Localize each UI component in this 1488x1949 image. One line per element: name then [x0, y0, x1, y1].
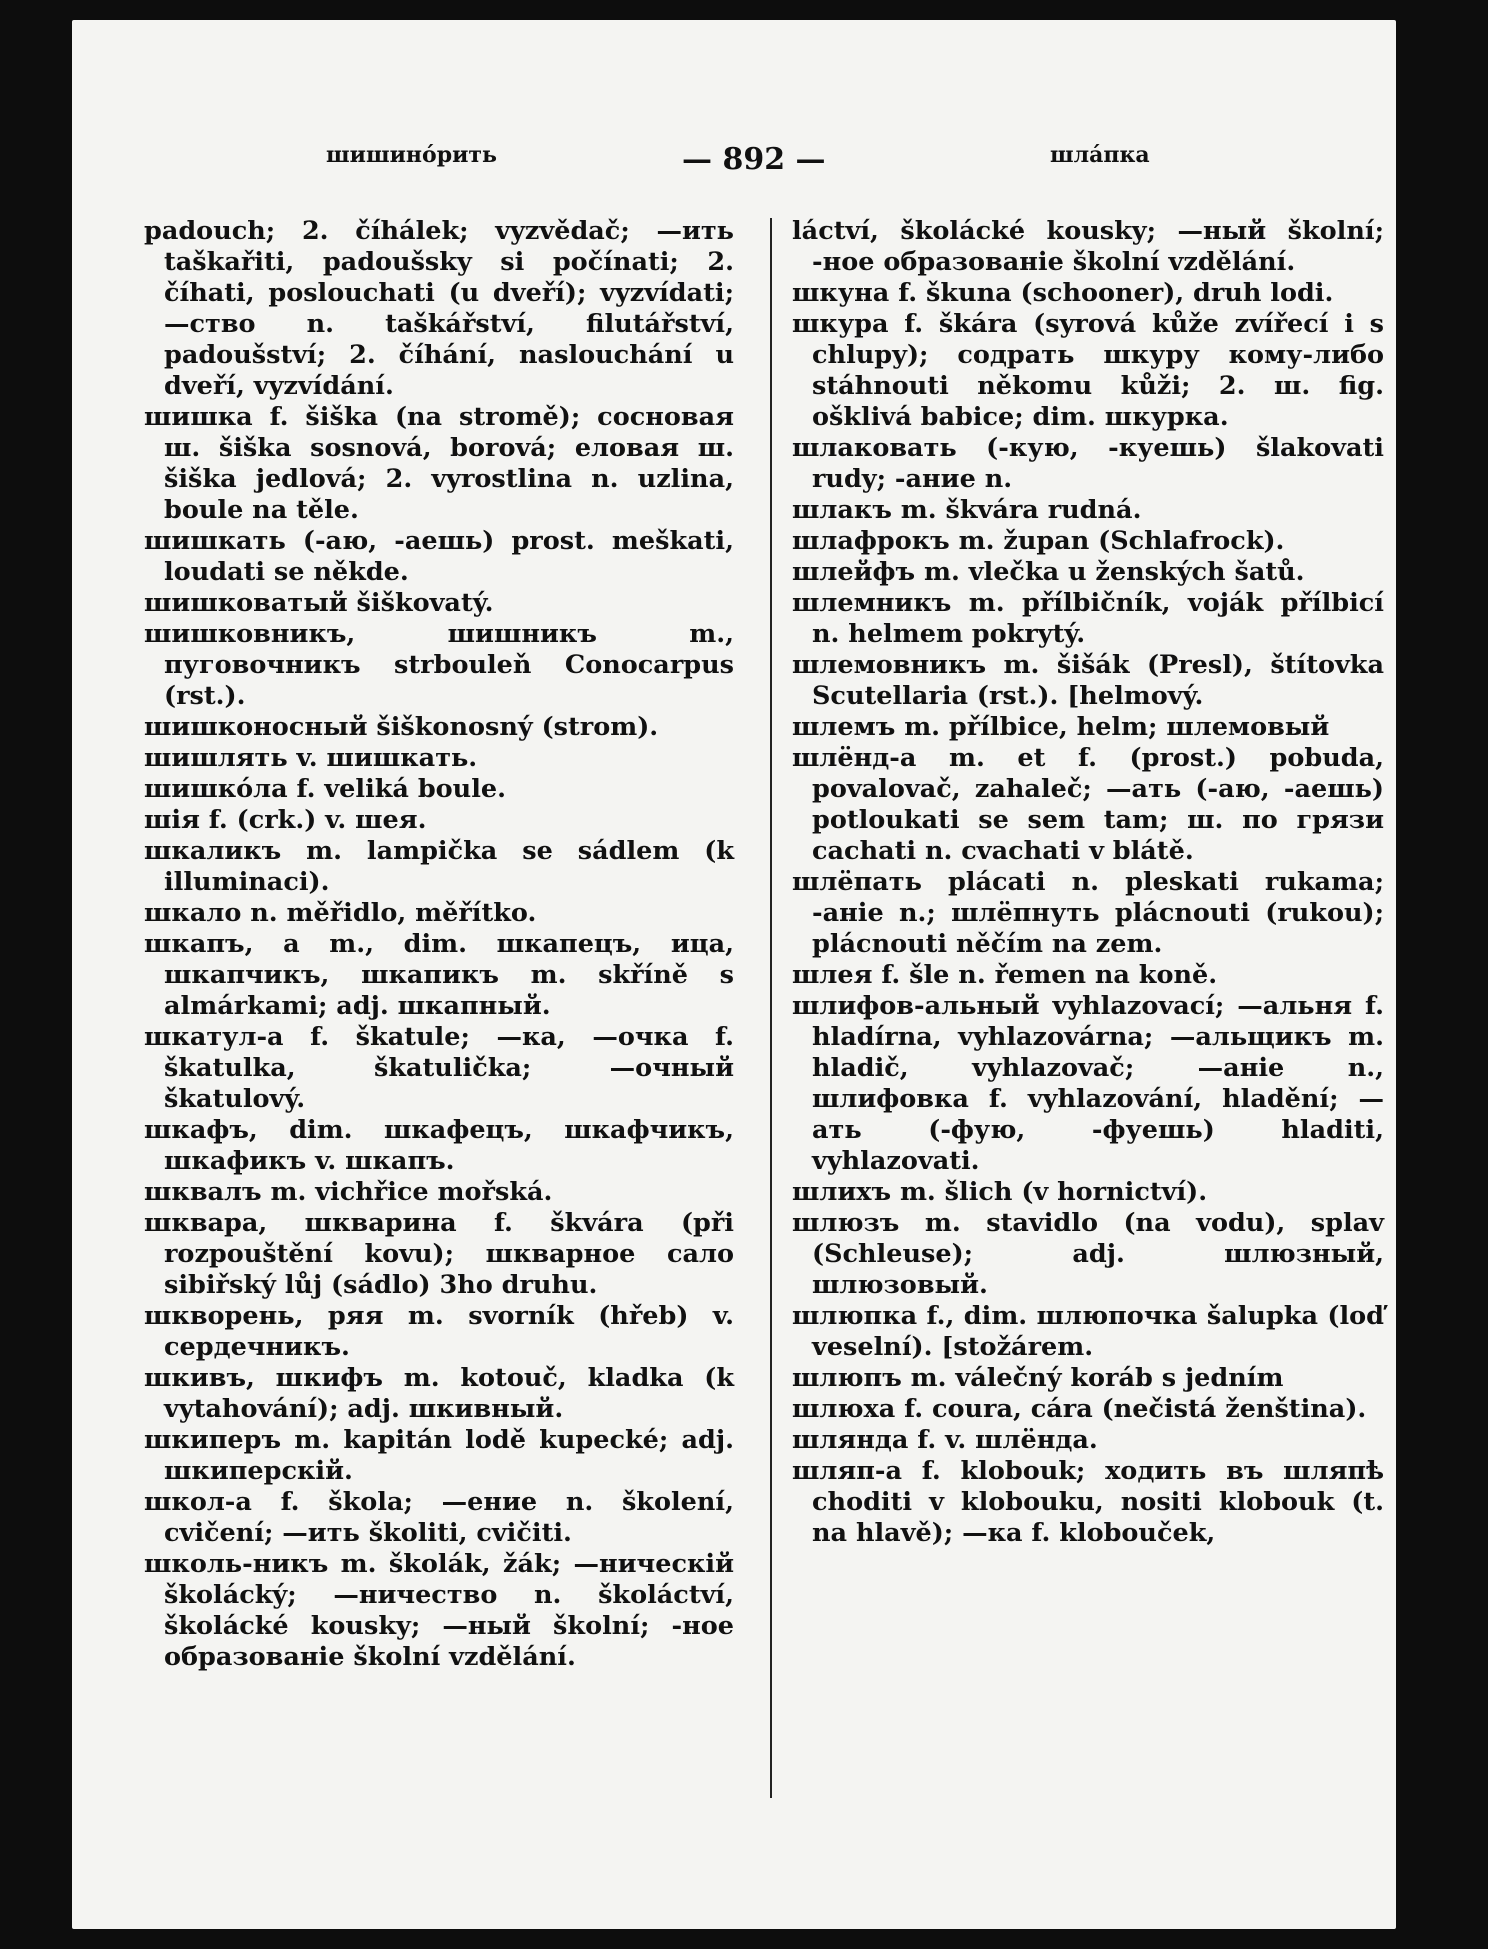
dictionary-entry: шлянда f. v. шлёнда. [792, 1425, 1098, 1455]
dictionary-entry: шкало n. měřidlo, měřítko. [144, 898, 537, 928]
dictionary-entry: шлёпать plácati n. pleskati rukama; -аніе n.; шлёпнуть plácnouti (rukou); plácnouti něčím na zem. [792, 867, 1384, 959]
dictionary-entry: láctví, školácké kousky; —ный školní; -ное образованіе školní vzdělání. [792, 216, 1384, 277]
column-divider [770, 218, 772, 1798]
dictionary-entry: шкатул-а f. škatule; —ка, —очка f. škatulka, škatulička; —очный škatulový. [144, 1022, 734, 1114]
dictionary-entry: padouch; 2. číhálek; vyzvědač; —ить taškařiti, padoušsky si počínati; 2. číhati, poslouchati (u dveří); vyzvídati; —ство n. taškářství, filutářství, padoušství; 2. číhání, naslouchání u dveří, vyzvídání. [144, 216, 734, 401]
dictionary-entry: шлемникъ m. přílbičník, voják přílbicí n. helmem pokrytý. [792, 588, 1384, 649]
dictionary-entry: шлюха f. coura, cára (nečistá ženština). [792, 1394, 1367, 1424]
dictionary-entry: шлемъ m. přílbice, helm; шлемовый [792, 712, 1330, 742]
header-last-headword: шлáпка [1050, 142, 1150, 168]
dictionary-entry: шкафъ, dim. шкафецъ, шкафчикъ, шкафикъ v. шкапъ. [144, 1115, 734, 1176]
running-header [72, 142, 1396, 182]
left-column [144, 216, 734, 1673]
dictionary-entry: шляп-а f. klobouk; ходить въ шляпѣ choditi v klobouku, nositi klobouk (t. na hlavě); —ка f. klobouček, [792, 1456, 1384, 1548]
dictionary-entry: шишковатый šiškovatý. [144, 588, 494, 618]
dictionary-entry: шлифов-альный vyhlazovací; —альня f. hladírna, vyhlazovárna; —альщикъ m. hladič, vyhlazovač; —аніе n., шлифовка f. vyhlazování, hladění; —ать (-фую, -фуешь) hladiti, vyhlazovati. [792, 991, 1384, 1176]
dictionary-entry: шлаковать (-кую, -куешь) šlakovati rudy; -ание n. [792, 433, 1384, 494]
dictionary-entry: шишконосный šiškonosný (strom). [144, 712, 659, 742]
dictionary-entry: шквалъ m. vichřice mořská. [144, 1177, 553, 1207]
dictionary-entry: шквара, шкварина f. škvára (při rozpouštění kovu); шкварное сало sibiřský lůj (sádlo) 3ho druhu. [144, 1208, 734, 1300]
dictionary-entry: шлакъ m. škvára rudná. [792, 495, 1142, 525]
dictionary-entry: шишка f. šiška (na stromě); сосновая ш. šiška sosnová, borová; еловая ш. šiška jedlová; 2. vyrostlina n. uzlina, boule na těle. [144, 402, 734, 525]
page-number: — 892 — [682, 142, 826, 177]
dictionary-entry: шлея f. šle n. řemen na koně. [792, 960, 1218, 990]
dictionary-entry: школь-никъ m. školák, žák; —ническій školácký; —ничество n. školáctví, školácké kousky; —ный školní; -ное образованіе školní vzdělání. [144, 1549, 734, 1672]
dictionary-entry: шія f. (crk.) v. шея. [144, 805, 427, 835]
dictionary-entry: шкуна f. škuna (schooner), druh lodi. [792, 278, 1334, 308]
dictionary-entry: шлемовникъ m. šišák (Presl), štítovka Scutellaria (rst.). [helmový. [792, 650, 1384, 711]
dictionary-page [72, 20, 1396, 1929]
dictionary-entry: шлюпъ m. válečný koráb s jedním [792, 1363, 1284, 1393]
dictionary-entry: шишковникъ, шишникъ m., пуговочникъ strbouleň Conocarpus (rst.). [144, 619, 734, 711]
header-first-headword: шишинóрить [326, 142, 497, 168]
dictionary-entry: шлихъ m. šlich (v hornictví). [792, 1177, 1208, 1207]
dictionary-entry: шлейфъ m. vlečka u ženských šatů. [792, 557, 1305, 587]
dictionary-entry: шишлять v. шишкать. [144, 743, 478, 773]
dictionary-entry: шлёнд-а m. et f. (prost.) pobuda, povalovač, zahaleč; —ать (-аю, -аешь) potloukati se sem tam; ш. по грязи cachati n. cvachati v blátě. [792, 743, 1384, 866]
right-column [792, 216, 1384, 1549]
dictionary-entry: шлюпка f., dim. шлюпочка šalupka (loď veselní). [stožárem. [792, 1301, 1384, 1362]
dictionary-entry: шкаликъ m. lampička se sádlem (k illuminaci). [144, 836, 734, 897]
dictionary-entry: шкивъ, шкифъ m. kotouč, kladka (k vytahování); adj. шкивный. [144, 1363, 734, 1424]
dictionary-entry: шлафрокъ m. župan (Schlafrock). [792, 526, 1285, 556]
dictionary-entry: шкиперъ m. kapitán lodě kupecké; adj. шкиперскій. [144, 1425, 734, 1486]
dictionary-entry: шлюзъ m. stavidlo (na vodu), splav (Schleuse); adj. шлюзный, шлюзовый. [792, 1208, 1384, 1300]
dictionary-entry: школ-а f. škola; —ение n. školení, cvičení; —ить školiti, cvičiti. [144, 1487, 734, 1548]
dictionary-entry: шишкóла f. veliká boule. [144, 774, 506, 804]
dictionary-entry: шкапъ, а m., dim. шкапецъ, ица, шкапчикъ, шкапикъ m. skříně s almárkami; adj. шкапный. [144, 929, 734, 1021]
dictionary-entry: шкура f. škára (syrová kůže zvířecí i s chlupy); содрать шкуру кому-либо stáhnouti někomu kůži; 2. ш. fig. ošklivá babice; dim. шкурка. [792, 309, 1384, 432]
dictionary-entry: шкворень, ряя m. svorník (hřeb) v. сердечникъ. [144, 1301, 734, 1362]
dictionary-entry: шишкать (-аю, -аешь) prost. meškati, loudati se někde. [144, 526, 734, 587]
